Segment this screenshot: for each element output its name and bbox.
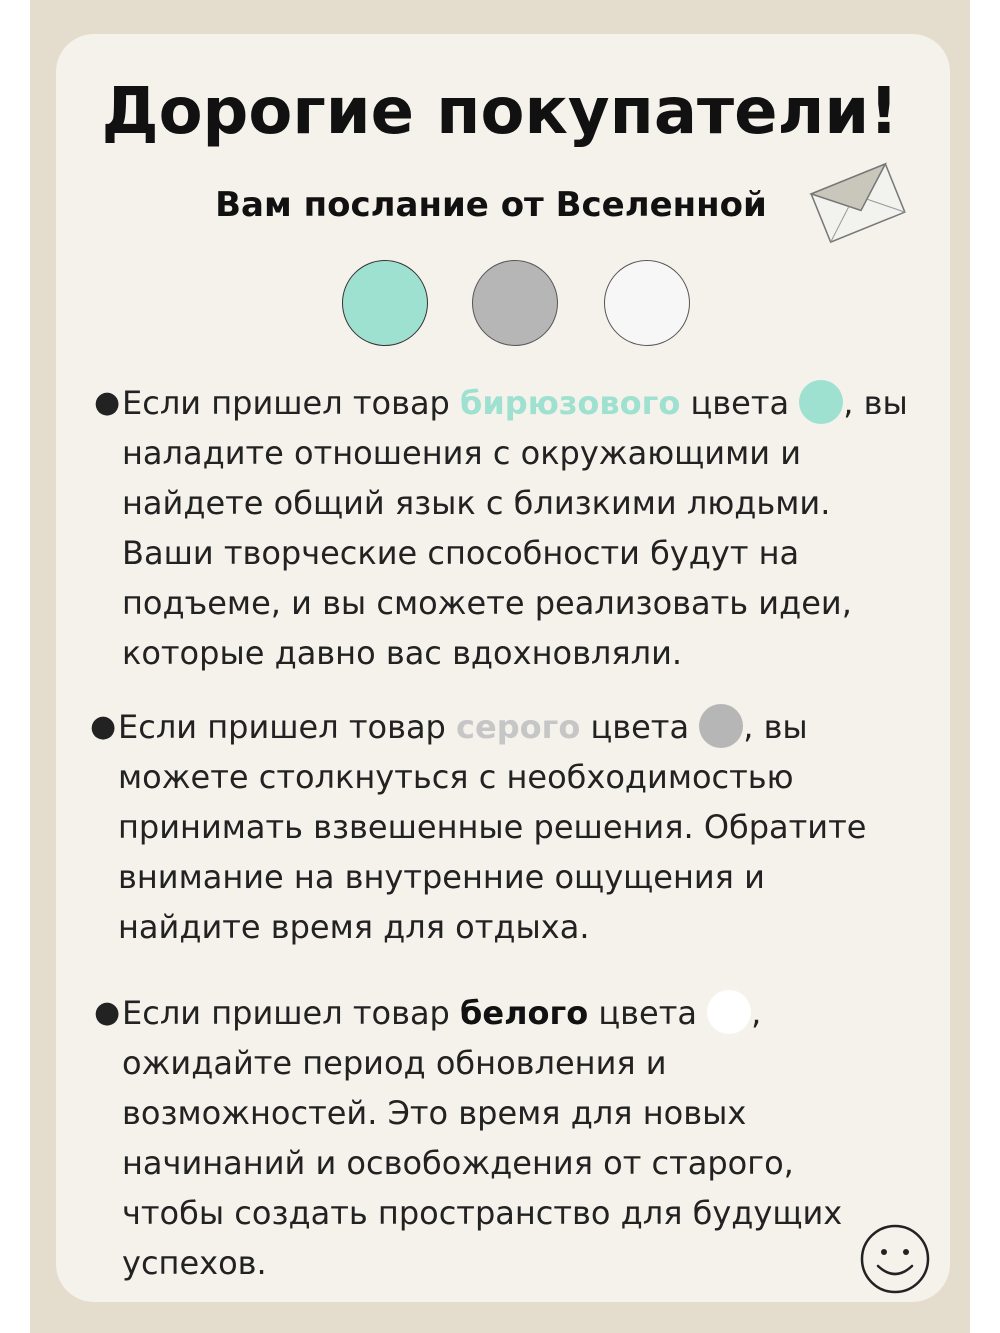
- item-text: , вы: [743, 708, 808, 746]
- item-line: начинаний и освобождения от старого,: [122, 1144, 794, 1182]
- item-line: наладите отношения с окружающими и: [122, 434, 801, 472]
- swatch-gray: [472, 260, 558, 346]
- item-text: Если пришел товар: [118, 708, 457, 746]
- item-line: успехов.: [122, 1244, 267, 1282]
- item-line: возможностей. Это время для новых: [122, 1094, 747, 1132]
- item-line: можете столкнуться с необходимостью: [118, 758, 794, 796]
- swatch-white: [604, 260, 690, 346]
- bullet-icon: ●: [94, 995, 121, 1030]
- item-line: Ваши творческие способности будут на: [122, 534, 800, 572]
- item-text: цвета: [588, 994, 708, 1032]
- list-item-white: [94, 988, 843, 1288]
- list-item-turquoise: [94, 378, 908, 678]
- item-text: , вы: [843, 384, 908, 422]
- item-line: ожидайте период обновления и: [122, 1044, 667, 1082]
- page-subtitle: Вам послание от Вселенной: [215, 185, 767, 225]
- item-text: Если пришел товар: [122, 994, 461, 1032]
- item-line: принимать взвешенные решения. Обратите: [118, 808, 867, 846]
- item-line: чтобы создать пространство для будущих: [122, 1194, 843, 1232]
- gray-dot-icon: [699, 704, 743, 748]
- color-word-gray: серого: [456, 708, 581, 746]
- list-item-gray: [90, 702, 867, 952]
- swatch-turquoise: [342, 260, 428, 346]
- item-first-line: [122, 378, 908, 428]
- item-line: подъеме, и вы сможете реализовать идеи,: [122, 584, 852, 622]
- smiley-icon: [856, 1220, 934, 1298]
- item-line: внимание на внутренние ощущения и: [118, 858, 765, 896]
- item-line: найдете общий язык с близкими людьми.: [122, 484, 831, 522]
- turquoise-dot-icon: [799, 380, 843, 424]
- item-text: Если пришел товар: [122, 384, 461, 422]
- item-line: найдите время для отдыха.: [118, 908, 590, 946]
- envelope-icon: [806, 155, 910, 251]
- bullet-icon: ●: [90, 709, 117, 744]
- white-dot-icon: [707, 990, 751, 1034]
- item-first-line: [122, 988, 842, 1038]
- color-word-turquoise: бирюзового: [460, 384, 681, 422]
- item-text: цвета: [580, 708, 700, 746]
- bullet-icon: ●: [94, 385, 121, 420]
- item-text: цвета: [680, 384, 800, 422]
- item-text: ,: [751, 994, 762, 1032]
- color-word-white: белого: [460, 994, 589, 1032]
- page-title: Дорогие покупатели!: [101, 75, 899, 149]
- item-first-line: [118, 702, 866, 752]
- item-line: которые давно вас вдохновляли.: [122, 634, 683, 672]
